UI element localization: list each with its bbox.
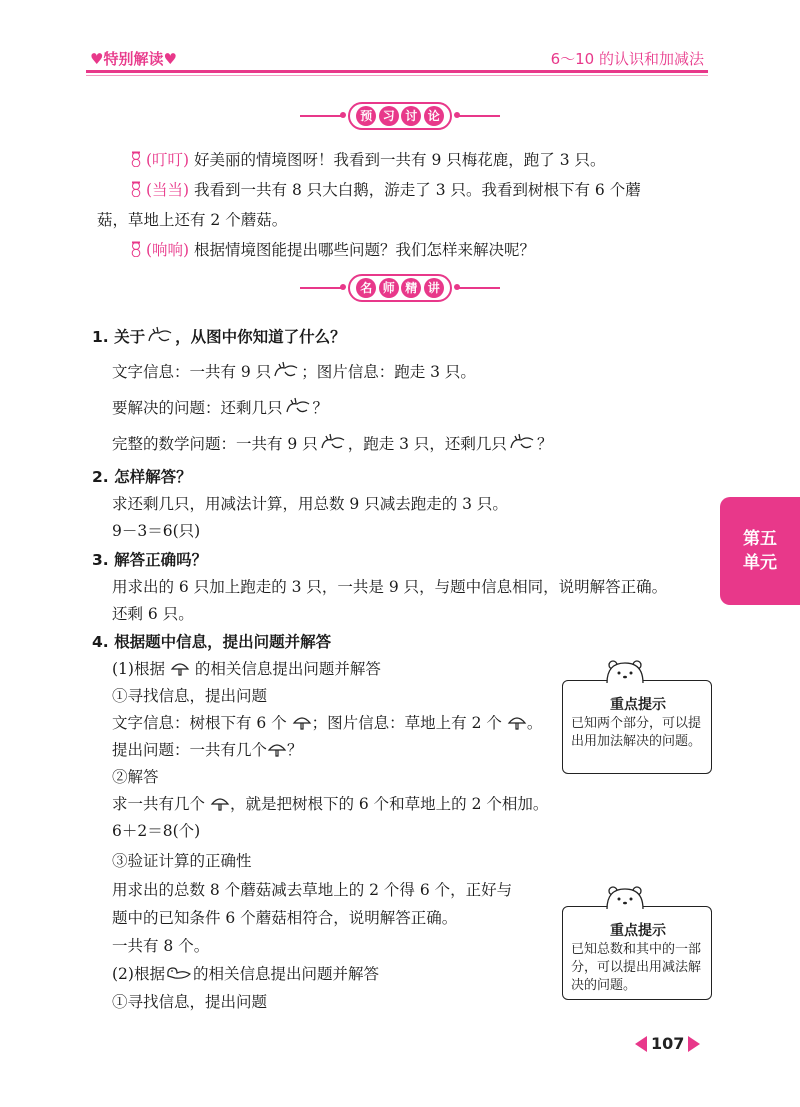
page-number-text: 107 [651, 1034, 685, 1053]
header-left-title: ♥特别解读♥ [90, 50, 177, 68]
unit-side-tab [720, 497, 800, 605]
deer-icon [271, 360, 301, 380]
q4-equation: 6＋2＝8(个) [112, 822, 201, 840]
question-1-title: 1. 关于 ，从图中你知道了什么？ [92, 325, 346, 347]
q4-part2-heading: (2)根据 的相关信息提出问题并解答 [112, 965, 379, 983]
header-chapter-title: 6～10 的认识和加减法 [550, 50, 704, 68]
bear-icon [603, 885, 647, 909]
tip-body: 已知两个部分，可以提出用加法解决的问题。 [571, 716, 702, 749]
banner-char: 讲 [424, 278, 444, 298]
q4-step-1: ①寻找信息，提出问题 [112, 687, 268, 705]
banner-char: 讨 [401, 106, 421, 126]
header-rule [86, 70, 708, 73]
q4-verify-1: 用求出的总数 8 个蘑菇减去草地上的 2 个得 6 个，正好与 [112, 881, 513, 899]
section-banner-preview [300, 98, 500, 134]
q2-line-1: 求还剩几只，用减法计算，用总数 9 只减去跑走的 3 只。 [112, 495, 508, 513]
q4-part1-heading: (1)根据 的相关信息提出问题并解答 [112, 660, 381, 678]
dialog-line-2: (当当) 我看到一共有 8 只大白鹅，游走了 3 只。我看到树根下有 6 个蘑 [128, 180, 641, 200]
header-rule-thin [86, 75, 708, 76]
tip-title: 重点提示 [610, 923, 666, 939]
q4-ask: 提出问题：一共有几个 ？ [112, 741, 303, 759]
question-2-title: 2. 怎样解答？ [92, 468, 192, 486]
q4-part2-step-1: ①寻找信息，提出问题 [112, 993, 268, 1011]
deer-icon [283, 396, 313, 416]
tip-body: 已知总数和其中的一部分，可以提出用减法解决的问题。 [571, 942, 702, 993]
page-number [635, 1034, 700, 1053]
q4-step-3: ③验证计算的正确性 [112, 852, 252, 870]
question-4-title: 4. 根据题中信息，提出问题并解答 [92, 633, 332, 651]
q4-answer: 一共有 8 个。 [112, 937, 210, 955]
mushroom-icon [210, 796, 230, 812]
banner-char: 习 [379, 106, 399, 126]
snowman-icon [128, 241, 144, 257]
tip-box-addition [562, 680, 712, 774]
q4-verify-2: 题中的已知条件 6 个蘑菇相符合，说明解答正确。 [112, 909, 458, 927]
arrow-right-icon [688, 1036, 700, 1052]
side-tab-line: 第五 [743, 529, 777, 549]
deer-icon [507, 432, 537, 452]
mushroom-icon [170, 661, 190, 677]
q4-info: 文字信息：树根下有 6 个 ；图片信息：草地上有 2 个 。 [112, 714, 543, 732]
q3-line-2: 还剩 6 只。 [112, 605, 194, 623]
section-banner-lecture [300, 270, 500, 306]
banner-char: 精 [401, 278, 421, 298]
banner-char: 预 [356, 106, 376, 126]
q1-line-complete: 完整的数学问题：一共有 9 只 ，跑走 3 只，还剩几只 ？ [112, 432, 552, 454]
bear-icon [603, 659, 647, 683]
dialog-line-3: (响响) 根据情境图能提出哪些问题？我们怎样来解决呢？ [128, 240, 535, 260]
side-tab-line: 单元 [743, 553, 777, 573]
banner-char: 师 [379, 278, 399, 298]
deer-icon [318, 432, 348, 452]
banner-char: 论 [424, 106, 444, 126]
mushroom-icon [507, 715, 527, 731]
dialog-line-2-cont: 菇，草地上还有 2 个蘑菇。 [97, 211, 288, 229]
mushroom-icon [267, 742, 287, 758]
dialog-line-1: (叮叮) 好美丽的情境图呀！我看到一共有 9 只梅花鹿，跑了 3 只。 [128, 150, 605, 170]
tip-box-subtraction [562, 906, 712, 1000]
snowman-icon [128, 151, 144, 167]
mushroom-icon [292, 715, 312, 731]
goose-icon [165, 964, 193, 982]
snowman-icon [128, 181, 144, 197]
banner-char: 名 [356, 278, 376, 298]
question-3-title: 3. 解答正确吗？ [92, 551, 208, 569]
q3-line-1: 用求出的 6 只加上跑走的 3 只，一共是 9 只，与题中信息相同，说明解答正确。 [112, 578, 668, 596]
deer-icon [145, 325, 175, 345]
q4-solution: 求一共有几个 ，就是把树根下的 6 个和草地上的 2 个相加。 [112, 795, 549, 813]
q2-equation: 9－3＝6(只) [112, 522, 201, 540]
q4-step-2: ②解答 [112, 768, 159, 786]
q1-line-text-info: 文字信息：一共有 9 只 ；图片信息：跑走 3 只。 [112, 360, 476, 382]
arrow-left-icon [635, 1036, 647, 1052]
tip-title: 重点提示 [610, 697, 666, 713]
q1-line-problem: 要解决的问题：还剩几只 ？ [112, 396, 328, 418]
